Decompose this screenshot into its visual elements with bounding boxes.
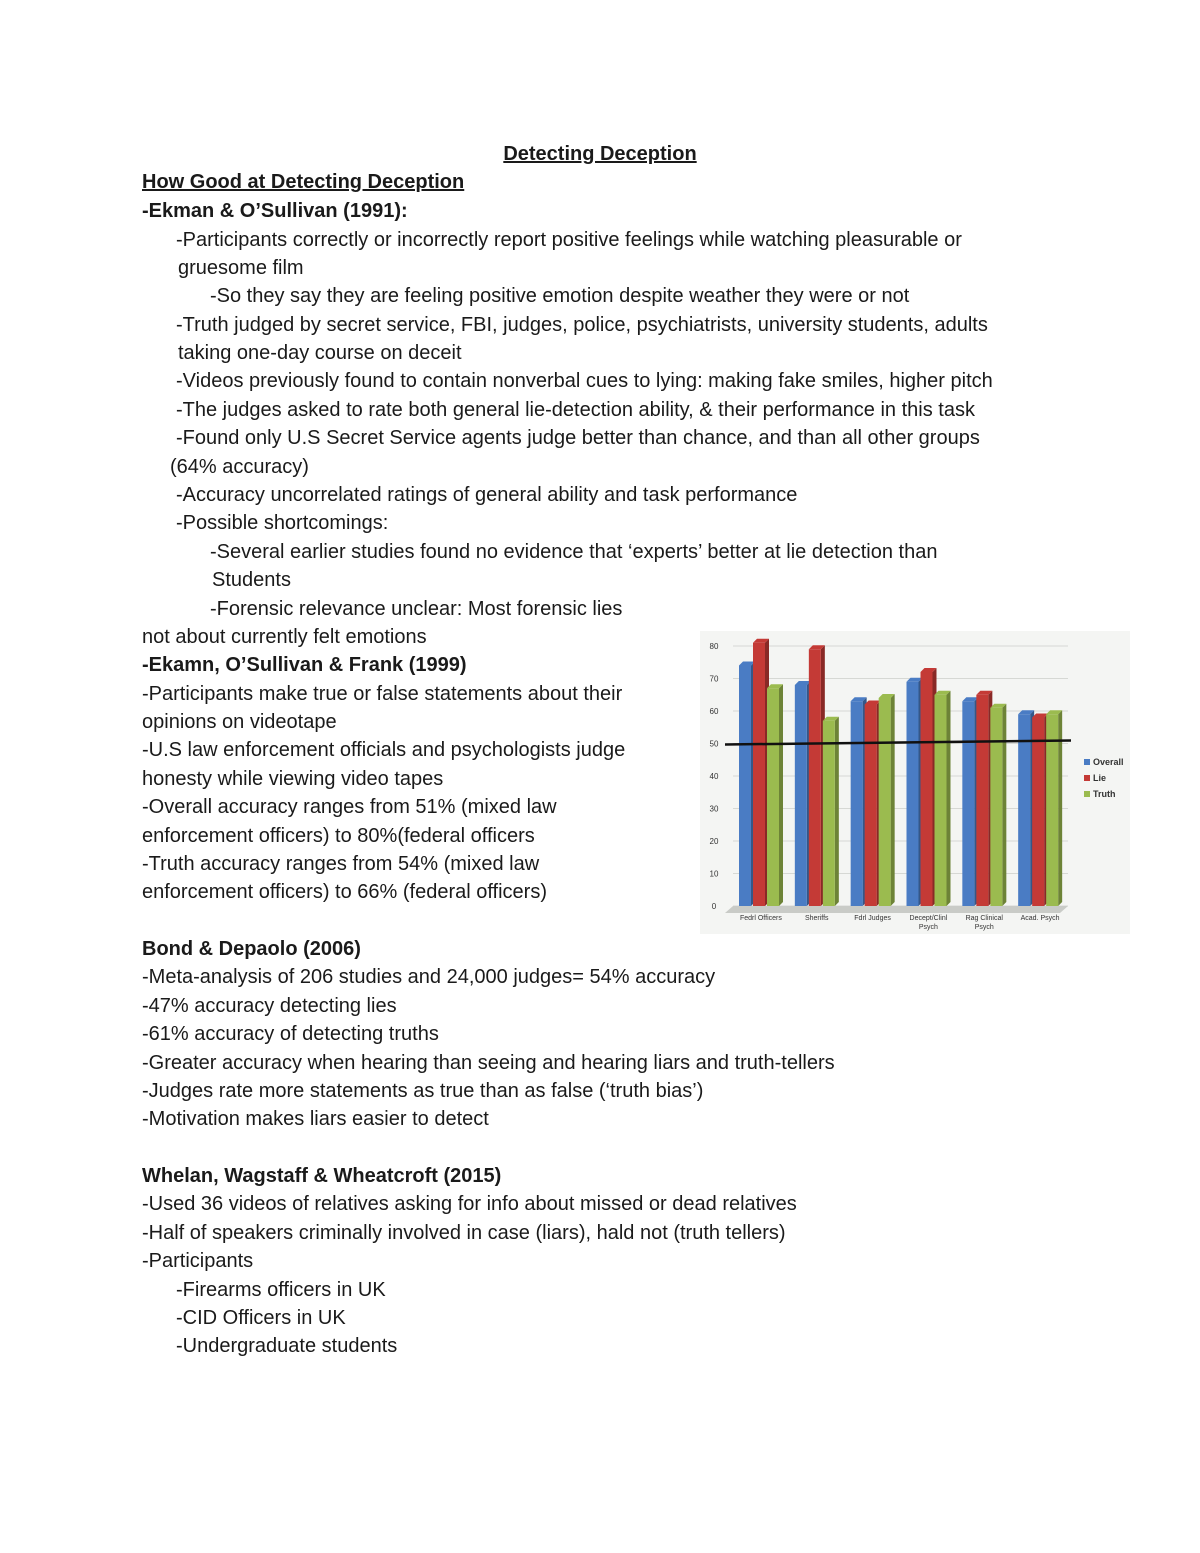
- text-line: -The judges asked to rate both general lie-detection ability, & their performance in this task: [176, 399, 975, 421]
- text-line: -Truth accuracy ranges from 54% (mixed law: [142, 853, 540, 875]
- text-line: -Videos previously found to contain nonverbal cues to lying: making fake smiles, higher pitch: [176, 370, 993, 392]
- text-line: taking one-day course on deceit: [178, 342, 462, 364]
- section-heading: How Good at Detecting Deception: [142, 171, 465, 193]
- y-tick-label: 70: [709, 674, 719, 684]
- text-line: -Participants: [142, 1250, 254, 1272]
- text-line: -Found only U.S Secret Service agents judge better than chance, and than all other groups: [176, 427, 980, 449]
- text-line: -Overall accuracy ranges from 51% (mixed law: [142, 796, 557, 818]
- text-line: -Truth judged by secret service, FBI, judges, police, psychiatrists, university students, adults: [176, 314, 988, 336]
- bar-overall: [851, 701, 863, 906]
- text-line: -Meta-analysis of 206 studies and 24,000 judges= 54% accuracy: [142, 966, 716, 988]
- x-tick-label: Acad. Psych: [1020, 915, 1060, 922]
- bar-lie: [1032, 718, 1044, 907]
- accuracy-bar-chart: [700, 631, 1130, 934]
- x-tick-label: Rag Clinical: [965, 915, 1003, 922]
- text-line: Students: [212, 569, 291, 591]
- text-line: opinions on videotape: [142, 711, 337, 733]
- bar-truth: [1046, 714, 1058, 906]
- text-line: -Possible shortcomings:: [176, 512, 389, 534]
- text-line: -Firearms officers in UK: [176, 1279, 386, 1301]
- bar-truth: [879, 698, 891, 906]
- text-line: -CID Officers in UK: [176, 1307, 346, 1329]
- x-tick-label: Psych: [918, 924, 938, 931]
- bar-side-truth: [1002, 704, 1006, 906]
- page-title: Detecting Deception: [503, 143, 697, 165]
- text-line: -Forensic relevance unclear: Most forensic lies: [210, 598, 623, 620]
- text-line: honesty while viewing video tapes: [142, 768, 444, 790]
- text-line: -Participants correctly or incorrectly report positive feelings while watching pleasurable or: [176, 229, 962, 251]
- x-tick-label: Psych: [974, 924, 994, 931]
- y-tick-label: 10: [709, 869, 719, 879]
- bar-overall: [739, 666, 751, 907]
- legend-label-truth: Truth: [1093, 789, 1116, 799]
- text-line: enforcement officers) to 80%(federal officers: [142, 825, 535, 847]
- bar-overall: [907, 682, 919, 906]
- text-line: -Half of speakers criminally involved in case (liars), hald not (truth tellers): [142, 1222, 786, 1244]
- bar-side-truth: [947, 691, 951, 906]
- study-heading-ekman-1999: -Ekamn, O’Sullivan & Frank (1999): [142, 654, 467, 676]
- bar-truth: [767, 688, 779, 906]
- bar-truth: [935, 695, 947, 906]
- text-line: -61% accuracy of detecting truths: [142, 1023, 439, 1045]
- x-tick-label: Decept/Clinl: [909, 915, 948, 922]
- text-line: -47% accuracy detecting lies: [142, 995, 397, 1017]
- text-line: enforcement officers) to 66% (federal officers): [142, 881, 547, 903]
- x-tick-label: Fdrl Judges: [854, 915, 891, 922]
- bar-overall: [1018, 714, 1030, 906]
- text-line: gruesome film: [178, 257, 304, 279]
- text-line: -Several earlier studies found no evidence that ‘experts’ better at lie detection than: [210, 541, 938, 563]
- x-tick-label: Sheriffs: [804, 915, 829, 922]
- chart-floor: [725, 906, 1068, 913]
- legend-swatch-overall: [1084, 759, 1090, 765]
- text-line: -U.S law enforcement officials and psychologists judge: [142, 739, 626, 761]
- text-line: (64% accuracy): [170, 456, 309, 478]
- text-line: not about currently felt emotions: [142, 626, 427, 648]
- bar-lie: [809, 649, 821, 906]
- y-tick-label: 60: [709, 707, 719, 716]
- study-heading-ekman-1991: -Ekman & O’Sullivan (1991):: [142, 200, 408, 222]
- text-line: -Participants make true or false statements about their: [142, 683, 623, 705]
- text-line: -Greater accuracy when hearing than seeing and hearing liars and truth-tellers: [142, 1052, 835, 1074]
- y-tick-label: 0: [711, 902, 717, 911]
- text-line: -Accuracy uncorrelated ratings of general ability and task performance: [176, 484, 798, 506]
- study-heading-whelan-2015: Whelan, Wagstaff & Wheatcroft (2015): [142, 1165, 502, 1187]
- text-line: -Judges rate more statements as true than as false (‘truth bias’): [142, 1080, 704, 1102]
- bar-overall: [795, 685, 807, 906]
- y-tick-label: 30: [709, 804, 719, 814]
- study-heading-bond-2006: Bond & Depaolo (2006): [142, 938, 361, 960]
- bar-lie: [865, 705, 877, 907]
- x-tick-label: Fedrl Officers: [739, 915, 782, 922]
- bar-lie: [753, 643, 765, 906]
- text-line: -Undergraduate students: [176, 1335, 398, 1357]
- bar-lie: [976, 695, 988, 906]
- bar-side-truth: [779, 684, 783, 906]
- text-line: -So they say they are feeling positive emotion despite weather they were or not: [210, 285, 910, 307]
- bar-truth: [823, 721, 835, 906]
- text-line: -Used 36 videos of relatives asking for info about missed or dead relatives: [142, 1193, 797, 1215]
- y-tick-label: 20: [709, 837, 719, 846]
- legend-label-overall: Overall: [1093, 757, 1124, 767]
- text-line: -Motivation makes liars easier to detect: [142, 1108, 489, 1130]
- y-tick-label: 80: [709, 642, 719, 651]
- legend-swatch-truth: [1084, 791, 1090, 797]
- bar-truth: [990, 708, 1002, 906]
- bar-overall: [962, 701, 974, 906]
- legend-label-lie: Lie: [1093, 773, 1107, 783]
- bar-side-truth: [835, 717, 839, 906]
- legend-swatch-lie: [1084, 775, 1090, 781]
- bar-lie: [921, 672, 933, 906]
- bar-side-truth: [891, 694, 895, 906]
- y-tick-label: 50: [709, 739, 719, 749]
- y-tick-label: 40: [709, 772, 719, 781]
